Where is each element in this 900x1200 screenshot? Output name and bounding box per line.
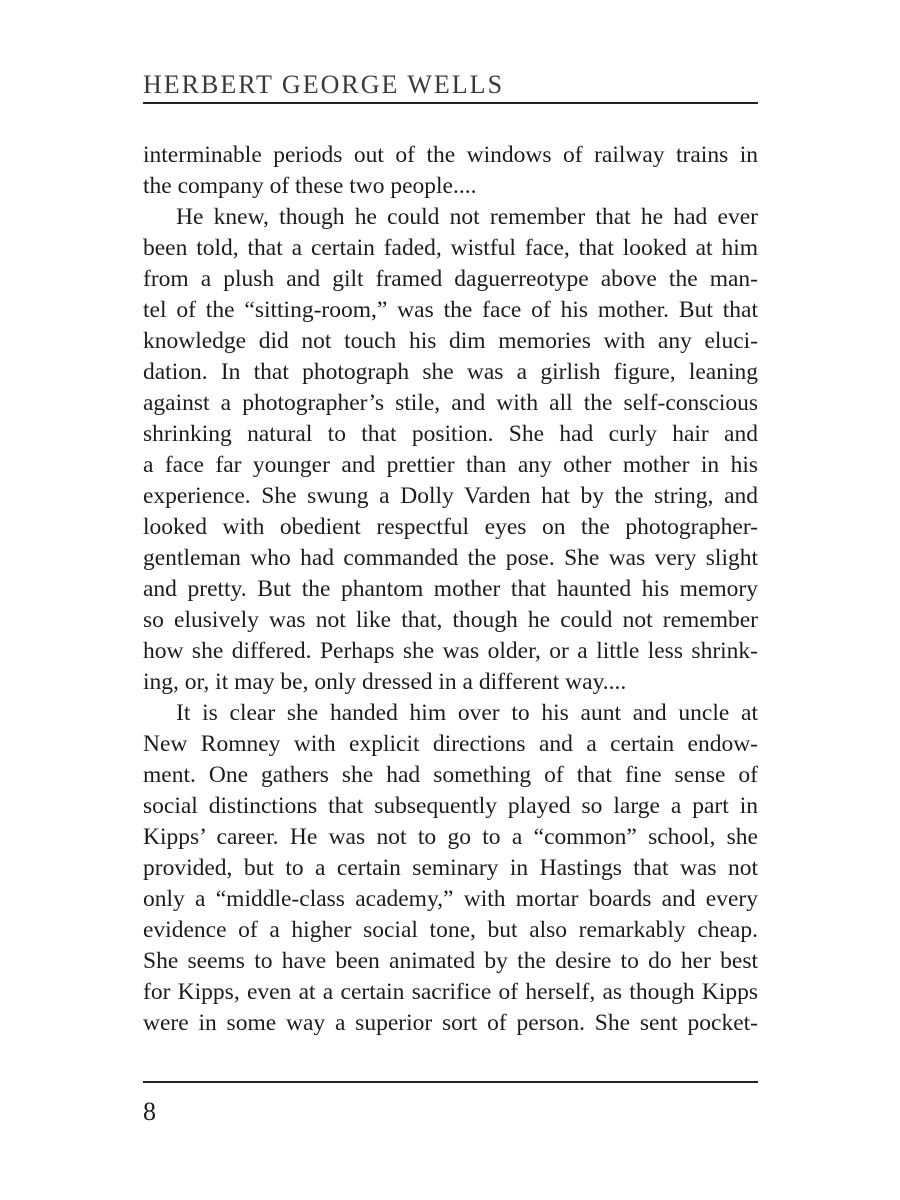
paragraph: [143, 202, 758, 698]
text-line: ment. One gathers she had something of that fine sense of: [143, 762, 758, 788]
text-line: tel of the “sitting-room,” was the face of his mother. But that: [143, 297, 758, 323]
page-number: 8: [143, 1097, 156, 1126]
text-line: looked with obedient respectful eyes on the photographer-: [143, 514, 758, 540]
text-line: from a plush and gilt framed daguerreotype above the man-: [143, 266, 758, 292]
text-line: evidence of a higher social tone, but also remarkably cheap.: [143, 917, 758, 943]
text-line: gentleman who had commanded the pose. She was very slight: [143, 545, 758, 571]
text-line: been told, that a certain faded, wistful face, that looked at him: [143, 235, 758, 261]
text-line: against a photographer’s stile, and with all the self-conscious: [143, 390, 758, 416]
text-line: provided, but to a certain seminary in Hastings that was not: [143, 855, 758, 881]
text-line: interminable periods out of the windows of railway trains in: [143, 142, 758, 168]
text-line: so elusively was not like that, though he could not remember: [143, 607, 758, 633]
text-line: for Kipps, even at a certain sacrifice of herself, as though Kipps: [143, 979, 758, 1005]
text-line: the company of these two people....: [143, 173, 477, 199]
text-line: He knew, though he could not remember that he had ever: [176, 204, 758, 230]
text-line: only a “middle-class academy,” with mortar boards and every: [143, 886, 758, 912]
text-line: dation. In that photograph she was a girlish figure, leaning: [143, 359, 758, 385]
text-line: It is clear she handed him over to his aunt and uncle at: [176, 700, 758, 726]
paragraph: [143, 698, 758, 1039]
running-head: HERBERT GEORGE WELLS: [143, 70, 505, 99]
body-text: [143, 140, 758, 1039]
header-rule: [143, 102, 758, 104]
text-line: New Romney with explicit directions and a certain endow-: [143, 731, 758, 757]
text-line: were in some way a superior sort of person. She sent pocket-: [143, 1010, 758, 1036]
footer-rule: [143, 1081, 758, 1083]
text-line: experience. She swung a Dolly Varden hat by the string, and: [143, 483, 758, 509]
text-line: ing, or, it may be, only dressed in a different way....: [143, 669, 627, 695]
text-line: She seems to have been animated by the desire to do her best: [143, 948, 758, 974]
text-line: a face far younger and prettier than any other mother in his: [143, 452, 758, 478]
text-line: Kipps’ career. He was not to go to a “common” school, she: [143, 824, 758, 850]
paragraph: [143, 140, 758, 202]
text-line: social distinctions that subsequently played so large a part in: [143, 793, 758, 819]
text-line: and pretty. But the phantom mother that haunted his memory: [143, 576, 758, 602]
text-line: knowledge did not touch his dim memories with any eluci-: [143, 328, 758, 354]
text-line: shrinking natural to that position. She had curly hair and: [143, 421, 758, 447]
text-line: how she differed. Perhaps she was older, or a little less shrink-: [143, 638, 758, 664]
